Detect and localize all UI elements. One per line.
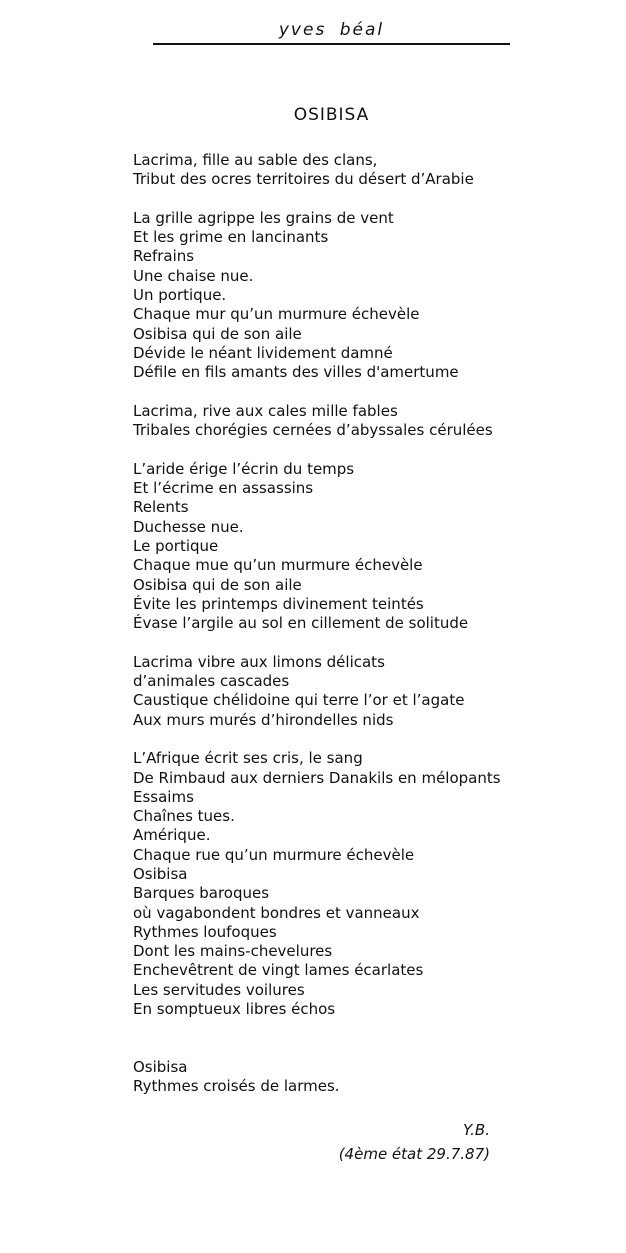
poem-line: Et les grime en lancinants [133,228,329,247]
poem-line: En somptueux libres échos [133,1000,336,1019]
poem-line: Évase l’argile au sol en cillement de solitude [133,614,469,633]
poem-line: De Rimbaud aux derniers Danakils en mélopants [133,768,501,787]
signature-note: (4ème état 29.7.87) [338,1145,490,1163]
poem-line: Un portique. [133,286,227,305]
poem-line: Tribut des ocres territoires du désert d’Arabie [133,170,474,189]
poem-line: Barques baroques [133,884,270,903]
poem-line: Osibisa qui de son aile [133,324,302,343]
page-header [153,0,510,46]
poem-line: Chaque rue qu’un murmure échevèle [133,845,415,864]
stanza [133,209,603,383]
poem-line: Une chaise nue. [133,266,254,285]
poem-line: Refrains [133,247,195,266]
poem-line: Lacrima, rive aux cales mille fables [133,401,398,420]
poem-line: Rythmes loufoques [133,922,277,941]
poem-line: Défile en fils amants des villes d'amertume [133,363,459,382]
poem-line: Osibisa qui de son aile [133,575,302,594]
poem-line: Lacrima vibre aux limons délicats [133,652,385,671]
poem-line: Et l’écrime en assassins [133,479,314,498]
poem-line: Relents [133,498,189,517]
poem-line: Enchevêtrent de vingt lames écarlates [133,961,424,980]
poem-body [133,151,603,1116]
poem-line: L’Afrique écrit ses cris, le sang [133,749,363,768]
signature-initials: Y.B. [462,1121,490,1139]
header-rule [153,43,510,45]
poem-line: où vagabondent bondres et vanneaux [133,903,420,922]
poem-line: Amérique. [133,826,211,845]
stanza [133,1058,603,1097]
poem-line: Chaque mur qu’un murmure échevèle [133,305,420,324]
poem-line: Les servitudes voilures [133,980,305,999]
poem-line: Dont les mains-chevelures [133,942,333,961]
poem-line: Caustique chélidoine qui terre l’or et l’agate [133,691,465,710]
poem-title: OSIBISA [293,105,370,125]
poem-line: Osibisa [133,1057,188,1076]
stanza [133,653,603,730]
poem-line: Tribales chorégies cernées d’abyssales cérulées [133,421,493,440]
poem-line: Duchesse nue. [133,517,244,536]
stanza [133,460,603,634]
poem-line: Chaque mue qu’un murmure échevèle [133,556,423,575]
poem-line: Dévide le néant lividement damné [133,343,393,362]
poem-line: Osibisa [133,864,188,883]
author-name: yves béal [278,20,385,40]
poem-line: L’aride érige l’écrin du temps [133,459,355,478]
poem-line: d’animales cascades [133,672,290,691]
poem-line: Le portique [133,536,219,555]
poem-line: Chaînes tues. [133,807,235,826]
poem-line: Évite les printemps divinement teintés [133,594,424,613]
signature-block [339,1118,490,1166]
poem-line: Rythmes croisés de larmes. [133,1077,340,1096]
stanza [133,151,603,190]
poem-line: La grille agrippe les grains de vent [133,208,394,227]
stanza [133,402,603,441]
poem-line: Aux murs murés d’hirondelles nids [133,710,394,729]
poem-line: Essaims [133,787,194,806]
poem-line: Lacrima, fille au sable des clans, [133,151,378,169]
stanza [133,749,603,1019]
